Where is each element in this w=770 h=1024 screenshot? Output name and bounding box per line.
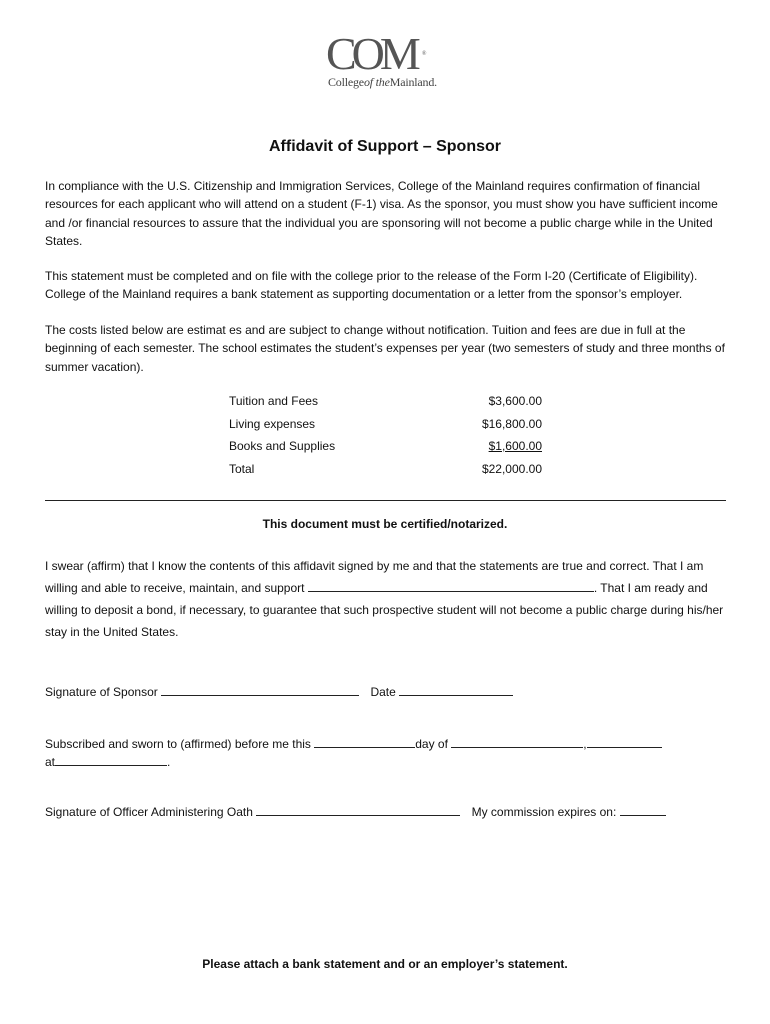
date-label: Date	[370, 685, 396, 699]
cost-row-books	[229, 439, 542, 462]
sworn-year-field[interactable]	[587, 735, 662, 748]
cost-value: $22,000.00	[481, 461, 542, 476]
logo-text-prefix: College	[328, 75, 364, 89]
cost-label: Total	[229, 461, 255, 476]
commission-expiry-field[interactable]	[620, 803, 666, 816]
officer-signature-label: Signature of Officer Administering Oath	[45, 805, 253, 819]
student-name-field[interactable]	[308, 579, 594, 592]
cost-row-total	[229, 462, 542, 485]
cost-row-living	[229, 417, 542, 440]
oath-text-part2: . That I am ready and willing to deposit a bond, if necessary, to guarantee that such prospective student will not become a public charge during his/her stay in the United States.	[45, 581, 724, 639]
sponsor-signature-line	[45, 683, 513, 699]
period-mark: .	[167, 755, 171, 769]
cost-value: $3,600.00	[488, 394, 542, 408]
sworn-line	[45, 735, 662, 751]
sworn-day-field[interactable]	[314, 735, 415, 748]
commission-label: My commission expires on:	[471, 805, 617, 819]
sworn-label: Subscribed and sworn to (affirmed) before me this	[45, 737, 311, 751]
day-of-label: day of	[415, 737, 448, 751]
statement-paragraph: This statement must be completed and on file with the college prior to the release of the Form I-20 (Certificate of Eligibility). College of the Mainland requires a bank statement as supporting documentation or a letter from the sponsor’s employer.	[45, 269, 698, 302]
oath-paragraph	[45, 555, 735, 643]
sponsor-signature-label: Signature of Sponsor	[45, 685, 158, 699]
officer-signature-field[interactable]	[256, 803, 460, 816]
logo-registered-mark: ®	[421, 51, 427, 57]
cost-row-tuition	[229, 394, 542, 417]
section-divider	[45, 500, 726, 501]
attachment-notice: Please attach a bank statement and or an employer’s statement.	[202, 957, 568, 971]
sponsor-signature-field[interactable]	[161, 683, 359, 696]
comma-separator: ,	[583, 737, 587, 751]
at-label: at	[45, 755, 56, 769]
compliance-paragraph: In compliance with the U.S. Citizenship and Immigration Services, College of the Mainland requires confirmation of financial resources for each applicant who will attend on a student (F-1) visa. As the sponsor, you must show you have sufficient income and /or financial resources to assure that the individual you are sponsoring will not become a public charge while in the United States.	[45, 179, 718, 248]
sworn-location-field[interactable]	[55, 753, 167, 766]
date-field[interactable]	[399, 683, 513, 696]
logo-mark-text: COM	[326, 28, 416, 79]
cost-label: Tuition and Fees	[229, 394, 318, 408]
college-logo	[326, 30, 450, 92]
logo-mark	[326, 30, 426, 78]
sworn-month-field[interactable]	[451, 735, 583, 748]
notarized-notice: This document must be certified/notarized.	[262, 517, 508, 531]
cost-value: $1,600.00	[488, 439, 542, 453]
logo-wordmark	[328, 75, 437, 90]
cost-label: Books and Supplies	[229, 439, 336, 453]
costs-paragraph: The costs listed below are estimat es and are subject to change without notification. Tuition and fees are due in full at the beginning of each semester. The school estimates the student’s expenses per year (two semesters of study and three months of summer vacation).	[45, 323, 725, 374]
logo-text-suffix: Mainland.	[389, 75, 437, 89]
sworn-location-line	[45, 753, 170, 769]
officer-signature-line	[45, 803, 666, 819]
oath-text-part1: I swear (affirm) that I know the contents of this affidavit signed by me and that the statements are true and correct. That I am willing and able to receive, maintain, and support	[45, 559, 704, 595]
logo-text-italic: of the	[363, 75, 390, 89]
cost-label: Living expenses	[229, 416, 316, 431]
cost-table	[229, 394, 542, 484]
cost-value: $16,800.00	[481, 416, 542, 431]
document-title: Affidavit of Support – Sponsor	[269, 138, 501, 155]
